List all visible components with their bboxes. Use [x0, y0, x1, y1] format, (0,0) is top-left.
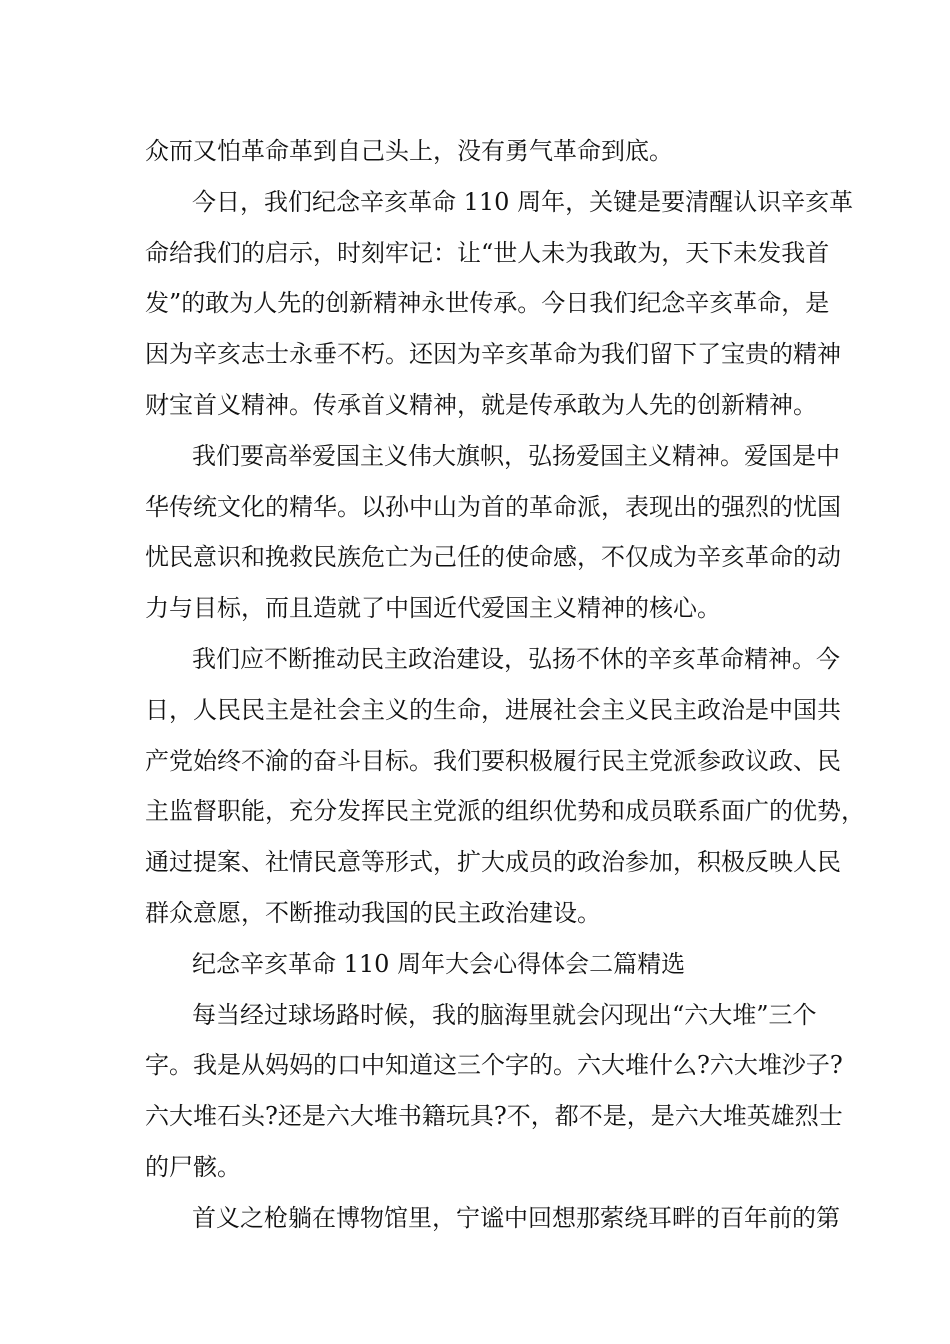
text-line: 字。我是从妈妈的口中知道这三个字的。六大堆什么?六大堆沙子? [145, 1051, 843, 1080]
text-line: 忧民意识和挽救民族危亡为己任的使命感，不仅成为辛亥革命的动 [145, 543, 841, 572]
section-heading: 纪念辛亥革命 110 周年大会心得体会二篇精选 [192, 949, 686, 978]
text-line: 众而又怕革命革到自己头上，没有勇气革命到底。 [145, 137, 673, 165]
text-line: 华传统文化的精华。以孙中山为首的革命派，表现出的强烈的忧国 [145, 492, 841, 521]
text-line: 因为辛亥志士永垂不朽。还因为辛亥革命为我们留下了宝贵的精神 [145, 340, 841, 369]
text-line: 通过提案、社情民意等形式，扩大成员的政治参加，积极反映人民 [145, 848, 841, 877]
document-body [145, 126, 865, 1244]
text-line: 日，人民民主是社会主义的生命，进展社会主义民主政治是中国共 [145, 695, 841, 724]
text-line: 命给我们的启示，时刻牢记：让“世人未为我敢为，天下未发我首 [145, 238, 830, 267]
text-line: 六大堆石头?还是六大堆书籍玩具?不，都不是，是六大堆英雄烈士 [145, 1102, 843, 1131]
text-line: 我们应不断推动民主政治建设，弘扬不休的辛亥革命精神。今 [192, 644, 840, 673]
text-line: 的尸骸。 [145, 1152, 241, 1181]
text-line: 首义之枪躺在博物馆里，宁谧中回想那萦绕耳畔的百年前的第 [192, 1203, 840, 1232]
text-line: 产党始终不渝的奋斗目标。我们要积极履行民主党派参政议政、民 [145, 746, 841, 775]
text-line: 今日，我们纪念辛亥革命 110 周年，关键是要清醒认识辛亥革 [192, 187, 854, 216]
text-line: 每当经过球场路时候，我的脑海里就会闪现出“六大堆”三个 [192, 1000, 817, 1029]
text-line: 财宝首义精神。传承首义精神，就是传承敢为人先的创新精神。 [145, 390, 817, 419]
text-line: 主监督职能，充分发挥民主党派的组织优势和成员联系面广的优势， [145, 797, 865, 826]
text-line: 力与目标，而且造就了中国近代爱国主义精神的核心。 [145, 594, 721, 623]
text-line: 发”的敢为人先的创新精神永世传承。今日我们纪念辛亥革命，是 [145, 289, 830, 318]
text-line: 我们要高举爱国主义伟大旗帜，弘扬爱国主义精神。爱国是中 [192, 441, 840, 470]
text-line: 群众意愿，不断推动我国的民主政治建设。 [145, 898, 601, 927]
